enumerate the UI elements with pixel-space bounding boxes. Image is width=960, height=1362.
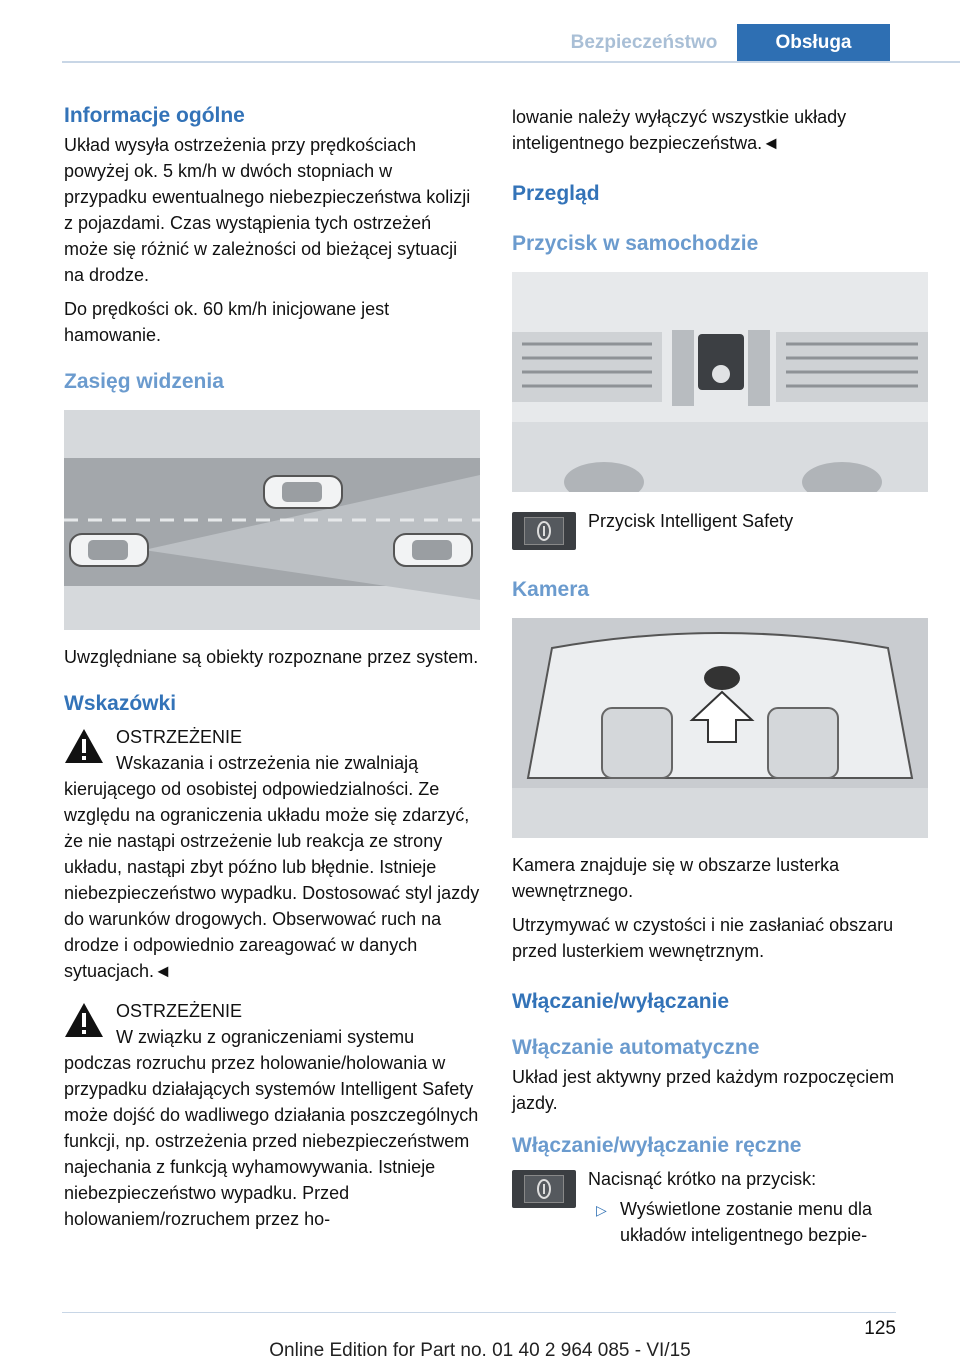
- dashboard-button-image: [512, 272, 928, 492]
- footer-divider: [62, 1312, 896, 1313]
- tab-section-operation[interactable]: Obsługa: [737, 24, 890, 61]
- warning-triangle-icon: [64, 728, 104, 764]
- bullet-text-1: Wyświetlone zostanie menu dla układów inteligentnego bezpie-: [620, 1199, 872, 1245]
- warning-title-2: OSTRZEŻENIE: [116, 1001, 243, 1021]
- heading-automatic-on: Włączanie automatyczne: [512, 1036, 760, 1059]
- page-number: 125: [864, 1318, 896, 1339]
- heading-general-info: Informacje ogólne: [64, 104, 245, 127]
- paragraph-camera-1: Kamera znajduje się w obszarze lusterka wewnętrznego.: [512, 855, 840, 901]
- warning-text-1: Wskazania i ostrzeżenia nie zwalniają kierującego od osobistej odpowiedzialności. Ze względu na ograniczenia układu może się zdarzyć, że nie nastąpi ostrzeżenie lub reakcja ze strony układu, nastąpi zbyt późno lub błędnie. Istnieje niebezpieczeństwo wypadku. Dostosować styl jazdy do warunków drogowych. Obserwować ruch na drodze i odpowiednio zareagować w danych sytuacjach.◄: [64, 753, 480, 981]
- warning-triangle-icon: [64, 1002, 104, 1038]
- heading-overview: Przegląd: [512, 182, 600, 205]
- button-legend-label: Przycisk Intelligent Safety: [588, 511, 794, 531]
- page-header: [0, 0, 960, 62]
- heading-tips: Wskazówki: [64, 692, 177, 715]
- tab-section-safety[interactable]: Bezpieczeństwo: [553, 24, 735, 61]
- intelligent-safety-button-icon[interactable]: [512, 1170, 576, 1208]
- paragraph-camera-2: Utrzymywać w czystości i nie zasłaniać obszaru przed lusterkiem wewnętrznym.: [512, 915, 894, 961]
- intelligent-safety-button-icon[interactable]: [512, 512, 576, 550]
- detection-range-image: [64, 410, 480, 630]
- heading-manual-on-off: Włączanie/wyłączanie ręczne: [512, 1134, 802, 1157]
- paragraph-general-2: Do prędkości ok. 60 km/h inicjowane jest hamowanie.: [64, 299, 390, 345]
- edition-note: Online Edition for Part no. 01 40 2 964 085 - VI/15: [269, 1340, 691, 1361]
- caption-detection-range: Uwzględniane są obiekty rozpoznane przez system.: [64, 647, 479, 667]
- warning-block-2: [64, 998, 480, 1232]
- arrow-right-icon: ▷: [596, 1202, 607, 1218]
- camera-location-image: [512, 618, 928, 838]
- warning-title-1: OSTRZEŻENIE: [116, 727, 243, 747]
- heading-camera: Kamera: [512, 578, 590, 601]
- paragraph-press-button: Nacisnąć krótko na przycisk:: [588, 1169, 817, 1189]
- paragraph-general-1: Układ wysyła ostrzeżenia przy prędkościach powyżej ok. 5 km/h w dwóch stopniach w przypadku ewentualnego niebezpieczeństwa kolizji z pojazdami. Czas wystąpienia tych ostrzeżeń może się różnić w zależności od bieżącej sytuacji na drodze.: [64, 135, 471, 285]
- paragraph-continued: lowanie należy wyłączyć wszystkie układy inteligentnego bezpieczeństwa.◄: [512, 107, 847, 153]
- manual-instruction-row: [512, 1166, 928, 1248]
- heading-on-off: Włączanie/wyłączanie: [512, 990, 730, 1013]
- list-item: [588, 1196, 928, 1248]
- windshield-illustration: [512, 618, 928, 838]
- car-front: [264, 476, 342, 508]
- road-illustration: [64, 410, 480, 630]
- warning-text-2: W związku z ograniczeniami systemu podczas rozruchu przez holowanie/holowania w przypadku działających systemów Intelligent Safety może dojść do wadliwego działania poszczególnych funkcji, np. ostrzeżenia przed niebezpieczeństwem najechania z funkcją wyhamowywania. Istnieje niebezpieczeństwo wypadku. Przed holowaniem/rozruchem przez ho-: [64, 1027, 479, 1229]
- car-left: [70, 534, 148, 566]
- heading-button-in-car: Przycisk w samochodzie: [512, 232, 759, 255]
- car-own: [394, 534, 472, 566]
- paragraph-automatic-on: Układ jest aktywny przed każdym rozpoczęciem jazdy.: [512, 1067, 895, 1113]
- button-legend-row: [512, 508, 928, 548]
- heading-detection-range: Zasięg widzenia: [64, 370, 224, 393]
- right-column: [512, 104, 928, 1248]
- dashboard-illustration: [512, 272, 928, 492]
- left-column: [64, 100, 480, 1232]
- header-divider: [62, 61, 960, 63]
- warning-block-1: [64, 724, 480, 984]
